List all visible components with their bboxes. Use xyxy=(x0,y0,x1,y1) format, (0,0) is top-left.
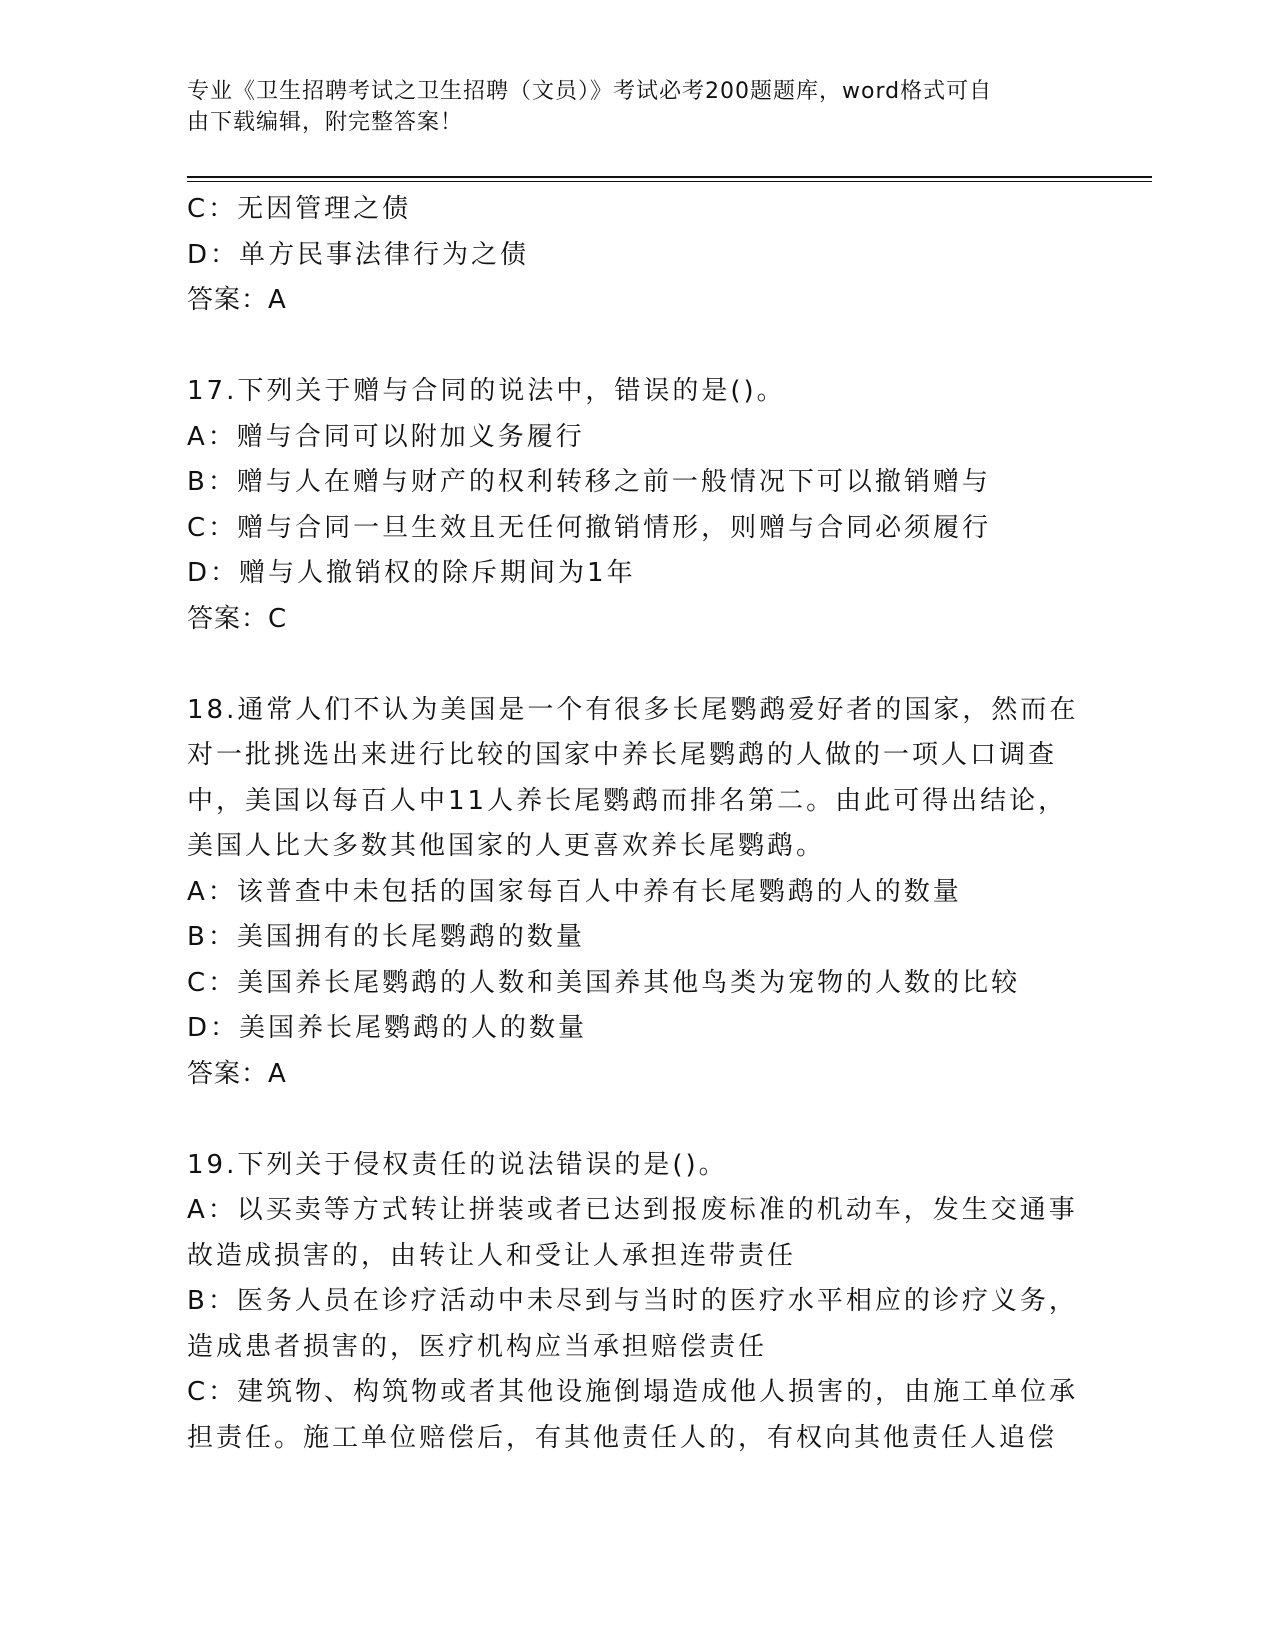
question-stem-line-4: 美国人比大多数其他国家的人更喜欢养长尾鹦鹉。 xyxy=(187,831,826,861)
option-c: C：美国养长尾鹦鹉的人数和美国养其他鸟类为宠物的人数的比较 xyxy=(187,967,1021,998)
header-divider-thin xyxy=(187,181,1152,182)
question-stem: 17.下列关于赠与合同的说法中，错误的是()。 xyxy=(187,376,786,406)
header-line-1: 专业《卫生招聘考试之卫生招聘（文员）》考试必考200题题库，word格式可自 xyxy=(187,79,993,104)
question-18 xyxy=(187,688,1087,1098)
option-c: C：无因管理之债 xyxy=(187,194,412,224)
option-b-line-2: 造成患者损害的，医疗机构应当承担赔偿责任 xyxy=(187,1331,768,1362)
answer: 答案：A xyxy=(187,285,287,315)
option-b: B：美国拥有的长尾鹦鹉的数量 xyxy=(187,922,585,952)
option-d: D：美国养长尾鹦鹉的人的数量 xyxy=(187,1013,588,1043)
option-d: D：单方民事法律行为之债 xyxy=(187,239,530,270)
option-a-line-1: A：以买卖等方式转让拼装或者已达到报废标准的机动车，发生交通事 xyxy=(187,1195,1078,1225)
header-line-2: 由下载编辑，附完整答案！ xyxy=(187,110,464,135)
option-a: A：该普查中未包括的国家每百人中养有长尾鹦鹉的人的数量 xyxy=(187,876,962,907)
question-19 xyxy=(187,1143,1087,1462)
document-header xyxy=(187,76,1067,138)
question-stem-line-3: 中，美国以每百人中11人养长尾鹦鹉而排名第二。由此可得出结论， xyxy=(187,785,1068,816)
option-c-line-2: 担责任。施工单位赔偿后，有其他责任人的，有权向其他责任人追偿 xyxy=(187,1422,1058,1453)
option-a: A：赠与合同可以附加义务履行 xyxy=(187,421,585,452)
option-c: C：赠与合同一旦生效且无任何撤销情形，则赠与合同必须履行 xyxy=(187,512,992,543)
answer: 答案：A xyxy=(187,1058,287,1089)
option-b: B：赠与人在赠与财产的权利转移之前一般情况下可以撤销赠与 xyxy=(187,467,991,497)
header-divider-thick xyxy=(187,176,1152,178)
spacer xyxy=(187,642,1087,688)
question-content xyxy=(187,187,1087,1461)
question-stem-line-1: 18.通常人们不认为美国是一个有很多长尾鹦鹉爱好者的国家，然而在 xyxy=(187,694,1079,725)
option-c-line-1: C：建筑物、构筑物或者其他设施倒塌造成他人损害的，由施工单位承 xyxy=(187,1377,1079,1407)
question-stem-line-2: 对一批挑选出来进行比较的国家中养长尾鹦鹉的人做的一项人口调查 xyxy=(187,740,1058,770)
option-d: D：赠与人撤销权的除斥期间为1年 xyxy=(187,558,636,588)
question-17 xyxy=(187,369,1087,642)
question-stem: 19.下列关于侵权责任的说法错误的是()。 xyxy=(187,1149,728,1180)
answer: 答案：C xyxy=(187,603,288,634)
spacer xyxy=(187,1097,1087,1143)
option-a-line-2: 故造成损害的，由转让人和受让人承担连带责任 xyxy=(187,1240,797,1271)
option-b-line-1: B：医务人员在诊疗活动中未尽到与当时的医疗水平相应的诊疗义务， xyxy=(187,1286,1078,1316)
spacer xyxy=(187,324,1087,370)
carryover-question xyxy=(187,187,1087,324)
